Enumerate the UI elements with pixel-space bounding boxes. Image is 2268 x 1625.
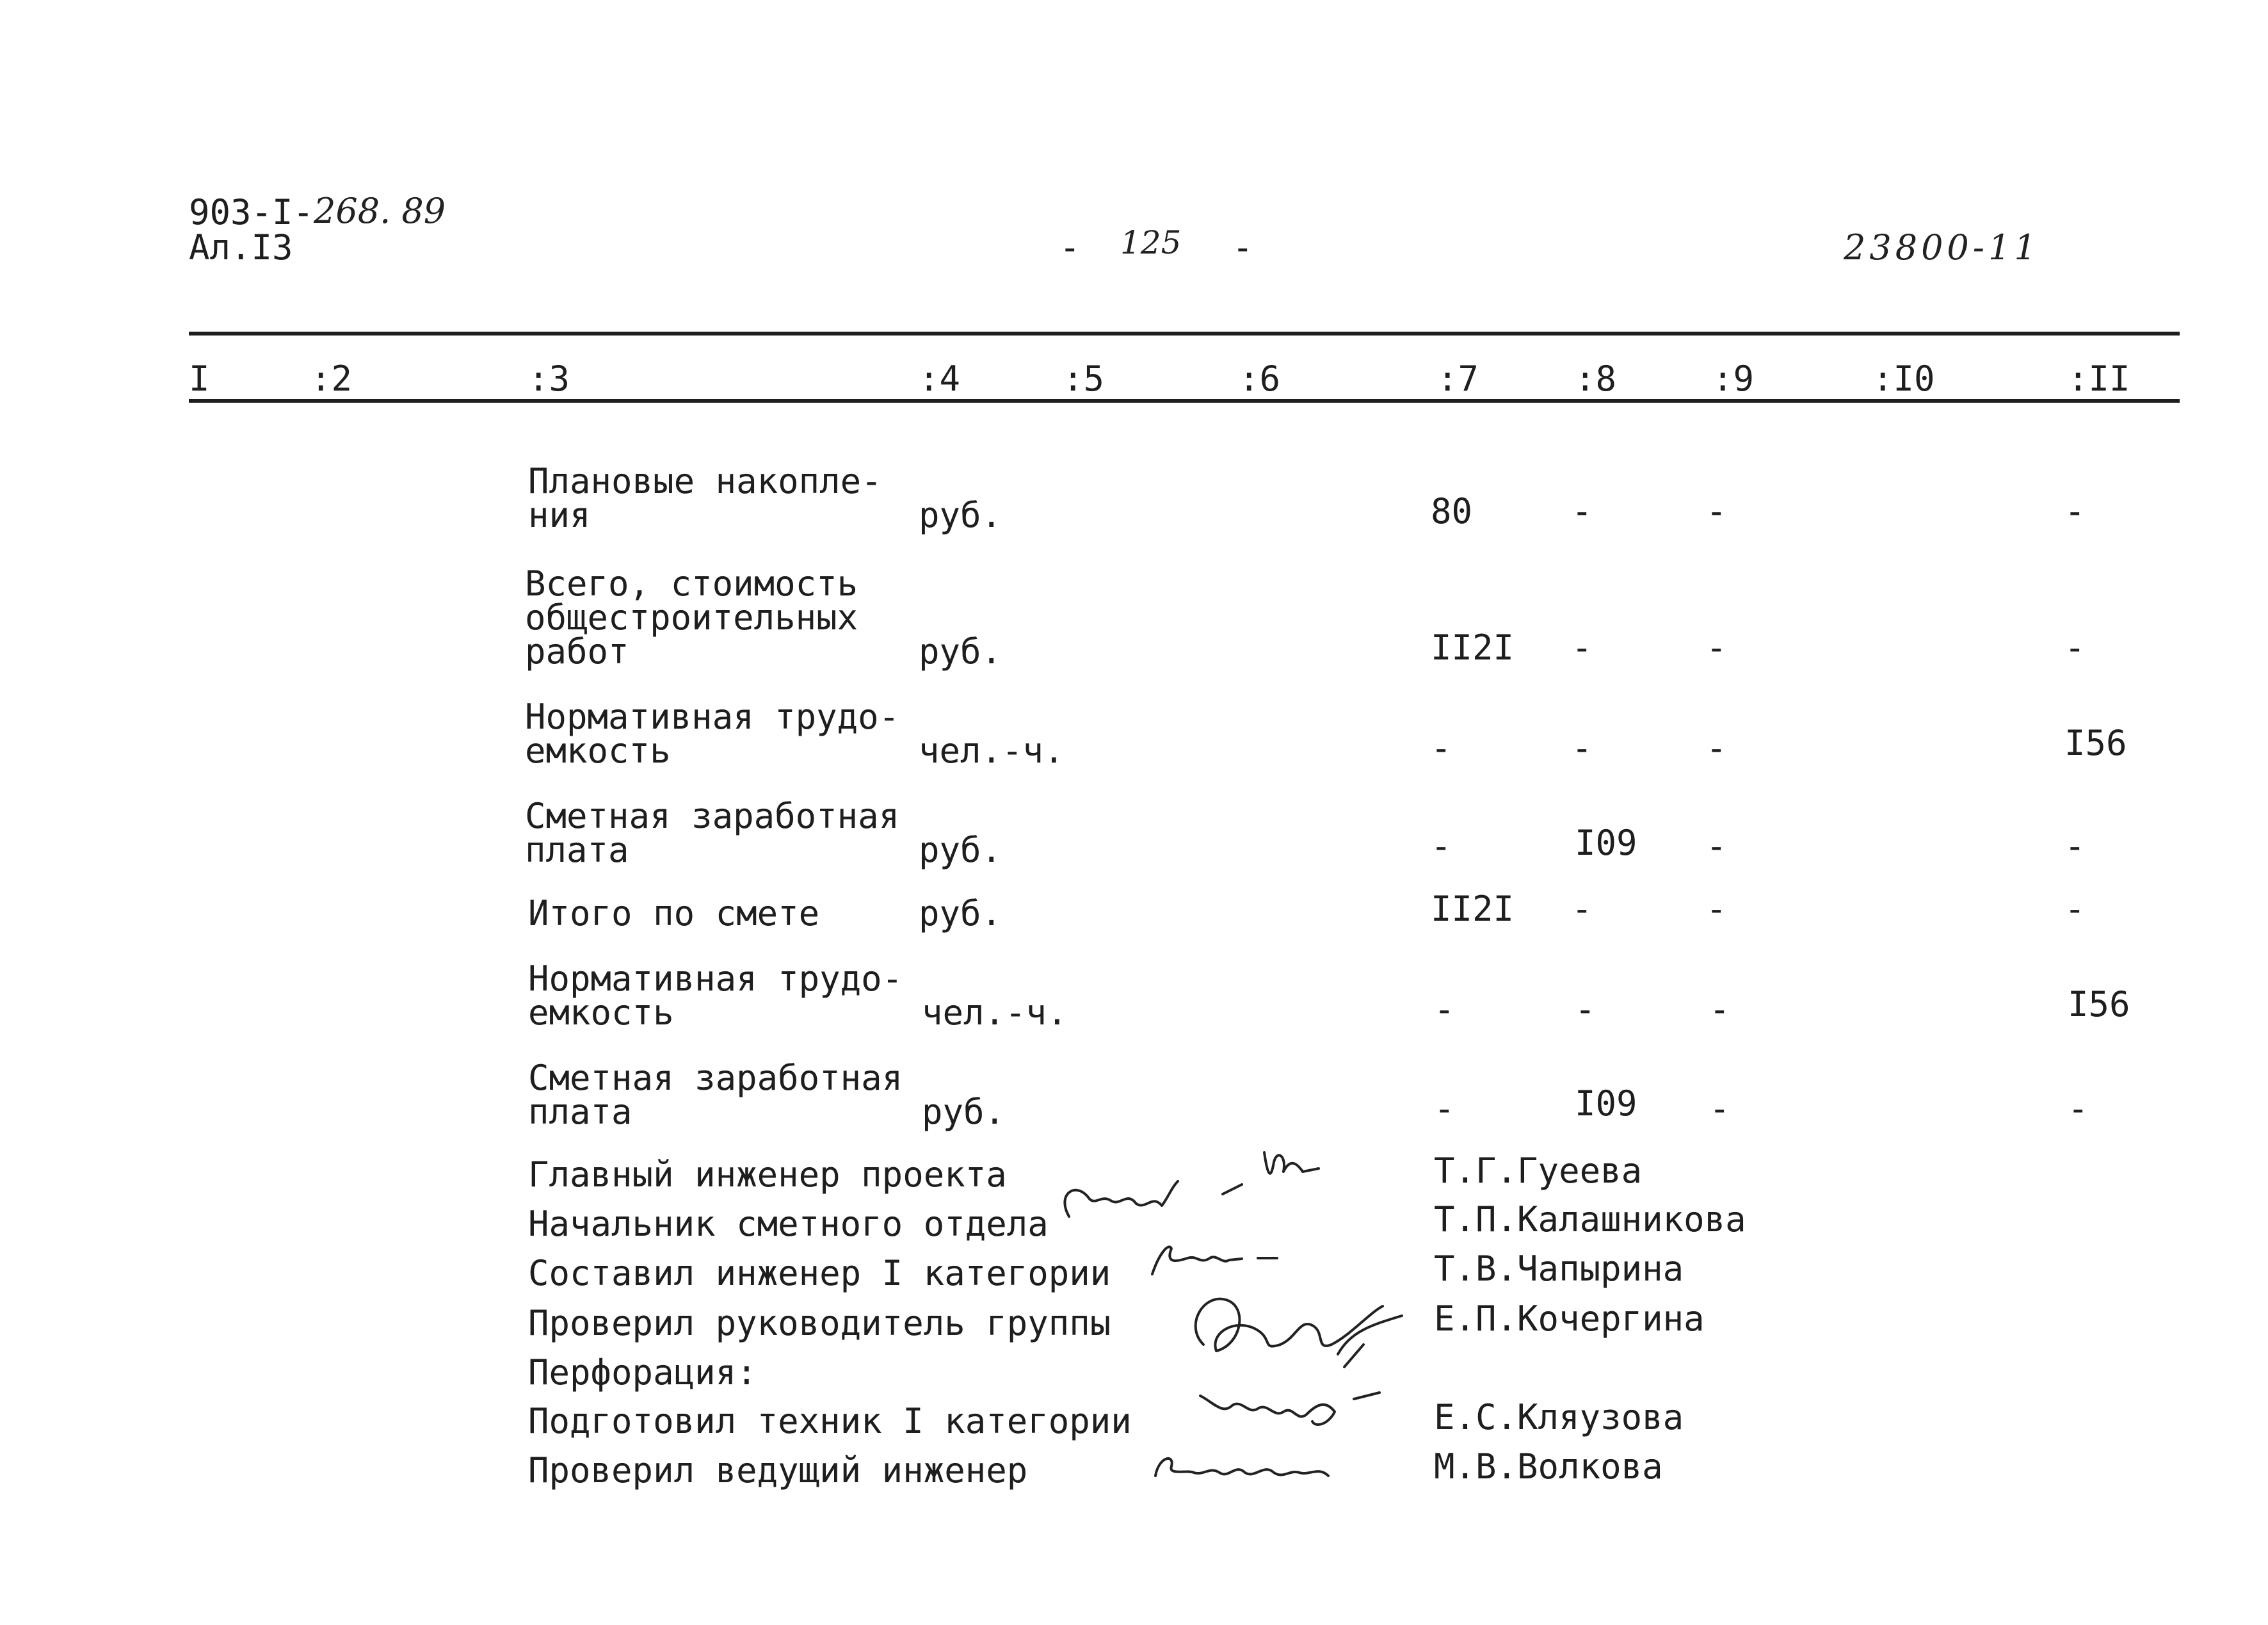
- handwritten-signature: [1139, 1229, 1299, 1287]
- row-col11: -: [2064, 491, 2086, 531]
- row-name-line: емкость: [528, 992, 674, 1033]
- row-col8: -: [1572, 728, 1593, 768]
- row-col7: II2I: [1431, 889, 1515, 929]
- handwritten-signature: [1187, 1377, 1405, 1434]
- handwritten-signature: [1178, 1281, 1415, 1370]
- page-dash-left: -: [1059, 227, 1081, 268]
- signature-person: Т.Г.Гуеева: [1434, 1151, 1643, 1191]
- row-col11: -: [2064, 627, 2086, 668]
- signature-person: Е.П.Кочергина: [1434, 1298, 1705, 1339]
- row-col7: -: [1434, 989, 1455, 1030]
- row-col8: -: [1572, 627, 1593, 668]
- row-unit: руб.: [919, 495, 1002, 535]
- row-col9: -: [1709, 989, 1730, 1030]
- column-header: :3: [528, 359, 570, 399]
- signature-role: Главный инженер проекта: [528, 1154, 1007, 1195]
- row-unit: чел.-ч.: [922, 992, 1068, 1033]
- row-col9: -: [1706, 627, 1727, 668]
- row-name-line: работ: [525, 631, 629, 672]
- signature-role: Проверил ведущий инженер: [528, 1450, 1028, 1491]
- row-col11: I56: [2064, 723, 2127, 763]
- handwritten-signature: [1050, 1136, 1370, 1233]
- column-header: :7: [1437, 359, 1479, 399]
- column-header: :9: [1712, 359, 1755, 399]
- row-name-line: Всего, стоимость: [525, 563, 858, 604]
- column-header: :8: [1575, 359, 1617, 399]
- row-name-line: ния: [528, 495, 591, 535]
- row-name-line: Итого по смете: [528, 893, 820, 934]
- row-unit: руб.: [919, 830, 1002, 870]
- row-col8: -: [1572, 491, 1593, 531]
- row-name-line: Сметная заработная: [525, 796, 900, 836]
- handwritten-signature: [1143, 1437, 1347, 1495]
- row-col9: -: [1706, 728, 1727, 768]
- row-col7: II2I: [1431, 627, 1515, 668]
- row-col8: I09: [1575, 1083, 1637, 1124]
- signature-person: М.В.Волкова: [1434, 1446, 1663, 1487]
- row-col9: -: [1706, 491, 1727, 531]
- row-col7: 80: [1431, 491, 1473, 531]
- row-col9: -: [1706, 889, 1727, 929]
- signature-role: Перфорация:: [528, 1352, 757, 1393]
- row-name-line: плата: [528, 1092, 632, 1132]
- row-name-line: Нормативная трудо-: [528, 958, 903, 999]
- row-col9: -: [1709, 1088, 1730, 1129]
- doc-code-prefix: 903-I-: [189, 192, 314, 232]
- row-col11: I56: [2068, 984, 2130, 1024]
- row-name-line: емкость: [525, 731, 671, 771]
- signature-role: Проверил руководитель группы: [528, 1303, 1111, 1343]
- column-header: :4: [919, 359, 961, 399]
- table-header-rule: [189, 399, 2180, 403]
- signature-role: Начальник сметного отдела: [528, 1204, 1049, 1244]
- row-unit: руб.: [919, 893, 1002, 934]
- row-name-line: Сметная заработная: [528, 1058, 903, 1098]
- row-unit: руб.: [922, 1092, 1006, 1132]
- row-col8: I09: [1575, 823, 1637, 863]
- column-header: :2: [310, 359, 353, 399]
- column-header: :5: [1063, 359, 1105, 399]
- signature-role: Подготовил техник I категории: [528, 1401, 1132, 1441]
- table-top-rule: [189, 332, 2180, 336]
- column-header: :6: [1239, 359, 1281, 399]
- row-col7: -: [1431, 728, 1452, 768]
- column-header: :II: [2068, 359, 2130, 399]
- row-unit: руб.: [919, 631, 1002, 672]
- row-col11: -: [2068, 1088, 2089, 1129]
- row-col9: -: [1706, 826, 1727, 866]
- signature-role: Составил инженер I категории: [528, 1253, 1111, 1293]
- row-col7: -: [1431, 826, 1452, 866]
- page-number: 125: [1120, 224, 1182, 261]
- doc-code-handwritten: 268. 89: [314, 191, 446, 231]
- signature-person: Е.С.Кляузова: [1434, 1397, 1684, 1437]
- signature-person: Т.В.Чапырина: [1434, 1249, 1684, 1289]
- page-dash-right: -: [1232, 227, 1253, 268]
- row-name-line: Нормативная трудо-: [525, 697, 900, 737]
- row-name-line: Плановые накопле-: [528, 461, 882, 501]
- column-header: I: [189, 359, 210, 399]
- row-unit: чел.-ч.: [919, 731, 1065, 771]
- row-name-line: плата: [525, 830, 629, 870]
- row-col11: -: [2064, 889, 2086, 929]
- column-header: :I0: [1872, 359, 1935, 399]
- row-col8: -: [1575, 989, 1596, 1030]
- row-col11: -: [2064, 826, 2086, 866]
- album-label: Ал.I3: [189, 227, 293, 268]
- signature-person: Т.П.Калашникова: [1434, 1199, 1746, 1240]
- inventory-number: 23800-11: [1844, 227, 2040, 268]
- row-name-line: общестроительных: [525, 597, 858, 638]
- row-col8: -: [1572, 889, 1593, 929]
- row-col7: -: [1434, 1088, 1455, 1129]
